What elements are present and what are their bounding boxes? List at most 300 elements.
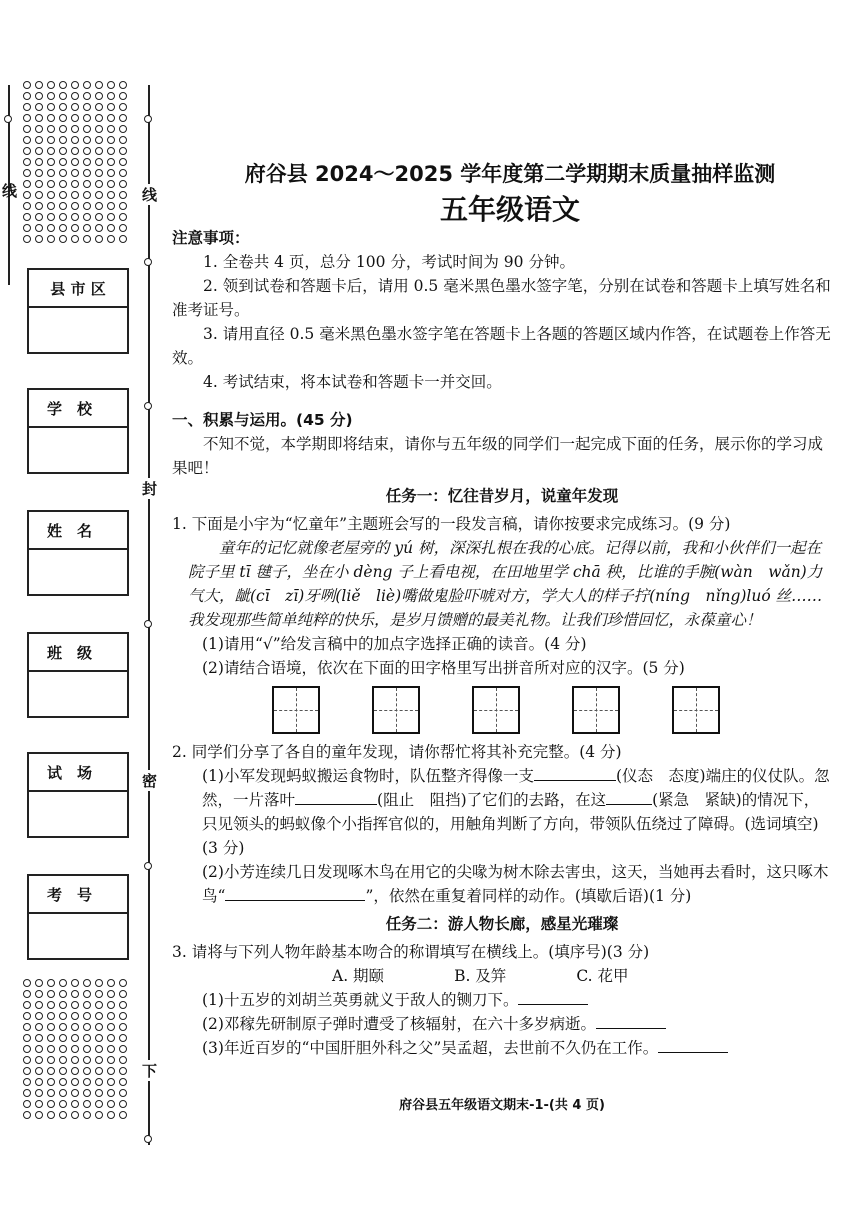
decorative-dot [47,158,55,166]
decorative-dot [23,1045,31,1053]
decorative-dot [59,1111,67,1119]
question-3-3 [172,1036,832,1060]
binding-label-left: 线 [2,182,18,200]
decorative-dot [23,213,31,221]
decorative-dot [23,147,31,155]
decorative-dot [47,1012,55,1020]
decorative-dot [71,114,79,122]
decorative-dot [59,191,67,199]
decorative-dot [71,81,79,89]
decorative-dot [71,213,79,221]
school-box [27,388,129,474]
question-2: 2. 同学们分享了各自的童年发现，请你帮忙将其补充完整。(4 分) [172,743,622,761]
option-b: B. 及笄 [454,967,507,985]
decorative-dot [119,1100,127,1108]
decorative-dot [35,1078,43,1086]
school-label: 学 校 [29,390,127,428]
decorative-dot [107,1034,115,1042]
section-heading: 一、积累与运用。(45 分) [172,411,353,429]
decorative-dot [83,1111,91,1119]
decorative-dot [59,92,67,100]
exam-title: 府谷县 2024～2025 学年度第二学期期末质量抽样监测 [244,162,776,186]
decorative-dot [47,1067,55,1075]
tianzige-grid [172,686,832,734]
decorative-dot [71,1045,79,1053]
decorative-dot [35,92,43,100]
decorative-dot [119,990,127,998]
decorative-dot [95,1034,103,1042]
decorative-dot [107,125,115,133]
decorative-dot [59,1089,67,1097]
decorative-dot [35,147,43,155]
decorative-dot [47,979,55,987]
q3-item-text: (1)十五岁的刘胡兰英勇就义于敌人的铡刀下。 [202,991,519,1009]
decorative-dot [83,180,91,188]
decorative-dot [83,979,91,987]
decorative-dot [47,92,55,100]
decorative-dot [71,1012,79,1020]
decorative-dot [95,169,103,177]
decorative-dot [59,1078,67,1086]
notice-item: 3. 请用直径 0.5 毫米黑色墨水签字笔在答题卡上各题的答题区域内作答，在试题卷上作答无效。 [172,325,831,367]
decorative-dot [59,1023,67,1031]
decorative-dot [83,1056,91,1064]
decorative-dot [95,202,103,210]
decorative-dot [119,125,127,133]
decorative-dot [119,180,127,188]
decorative-dot [95,125,103,133]
notice-item: 2. 领到试卷和答题卡后，请用 0.5 毫米黑色墨水签字笔，分别在试卷和答题卡上填写姓名和准考证号。 [172,277,831,319]
decorative-dot [71,1034,79,1042]
decorative-dot [23,1089,31,1097]
decorative-dot [119,202,127,210]
decorative-dot [107,1001,115,1009]
decorative-dot [47,169,55,177]
decorative-dot [71,125,79,133]
decorative-dot [23,169,31,177]
decorative-dot [107,169,115,177]
decorative-dot [83,1001,91,1009]
decorative-dot [119,136,127,144]
decorative-dot [107,1089,115,1097]
decorative-dot [71,990,79,998]
dot-pattern-top [22,80,130,244]
decorative-dot [23,114,31,122]
decorative-dot [71,191,79,199]
q2-2-text-b: ”，依然在重复着同样的动作。(填歇后语)(1 分) [365,887,692,905]
decorative-dot [83,1100,91,1108]
answer-blank[interactable] [518,988,588,1005]
decorative-dot [83,125,91,133]
decorative-dot [119,92,127,100]
exam-room-box [27,752,129,838]
decorative-dot [23,979,31,987]
decorative-dot [47,81,55,89]
county-label: 县 市 区 [29,270,127,308]
page-footer: 府谷县五年级语文期末-1-(共 4 页) [399,1098,605,1113]
decorative-dot [95,1001,103,1009]
decorative-dot [47,147,55,155]
tianzige-box[interactable] [672,686,720,734]
decorative-dot [59,1012,67,1020]
decorative-dot [83,1012,91,1020]
decorative-dot [59,81,67,89]
decorative-dot [23,202,31,210]
decorative-dot [71,224,79,232]
question-2-2 [172,860,832,908]
decorative-dot [119,1001,127,1009]
decorative-dot [59,1045,67,1053]
decorative-dot [35,1067,43,1075]
decorative-dot [59,1067,67,1075]
binding-label-mi: 密 [142,772,158,790]
decorative-dot [107,202,115,210]
decorative-dot [35,81,43,89]
dot-pattern-bottom [22,978,130,1120]
exam-number-box [27,874,129,960]
decorative-dot [35,224,43,232]
answer-blank[interactable] [596,1012,666,1029]
question-1-2: (2)请结合语境，依次在下面的田字格里写出拼音所对应的汉字。(5 分) [202,659,685,677]
decorative-dot [119,169,127,177]
decorative-dot [59,213,67,221]
decorative-dot [119,103,127,111]
binding-circle [144,402,152,410]
decorative-dot [95,1012,103,1020]
q2-1-text-b: (仪态 态度)端庄的仪仗队。忽然，一片落叶 [202,767,830,809]
decorative-dot [71,1111,79,1119]
decorative-dot [35,1034,43,1042]
decorative-dot [23,1078,31,1086]
decorative-dot [107,1111,115,1119]
decorative-dot [47,1056,55,1064]
decorative-dot [83,191,91,199]
exam-content [172,226,832,1060]
decorative-dot [23,103,31,111]
decorative-dot [47,1034,55,1042]
decorative-dot [71,1100,79,1108]
decorative-dot [95,1078,103,1086]
decorative-dot [83,147,91,155]
decorative-dot [35,1100,43,1108]
decorative-dot [119,114,127,122]
decorative-dot [107,1078,115,1086]
question-1-1: (1)请用“√”给发言稿中的加点字选择正确的读音。(4 分) [202,635,587,653]
decorative-dot [23,1023,31,1031]
decorative-dot [107,235,115,243]
decorative-dot [95,1067,103,1075]
decorative-dot [95,103,103,111]
decorative-dot [83,213,91,221]
decorative-dot [119,235,127,243]
decorative-dot [107,92,115,100]
decorative-dot [71,103,79,111]
decorative-dot [71,979,79,987]
answer-blank[interactable] [658,1036,728,1053]
decorative-dot [35,125,43,133]
q3-item-text: (3)年近百岁的“中国肝胆外科之父”吴孟超，去世前不久仍在工作。 [202,1039,659,1057]
decorative-dot [107,1067,115,1075]
decorative-dot [95,92,103,100]
decorative-dot [107,213,115,221]
decorative-dot [119,1111,127,1119]
decorative-dot [83,224,91,232]
decorative-dot [83,169,91,177]
question-3: 3. 请将与下列人物年龄基本吻合的称谓填写在横线上。(填序号)(3 分) [172,943,650,961]
task-two-heading: 任务二：游人物长廊，感星光璀璨 [385,915,619,933]
binding-circle [144,620,152,628]
name-box [27,510,129,596]
decorative-dot [107,81,115,89]
decorative-dot [119,1089,127,1097]
decorative-dot [59,125,67,133]
decorative-dot [119,213,127,221]
decorative-dot [95,180,103,188]
decorative-dot [59,235,67,243]
decorative-dot [71,1089,79,1097]
notice-item: 4. 考试结束，将本试卷和答题卡一并交回。 [203,373,502,391]
decorative-dot [107,103,115,111]
decorative-dot [107,147,115,155]
decorative-dot [119,81,127,89]
binding-circle [144,258,152,266]
binding-circle [144,862,152,870]
decorative-dot [95,136,103,144]
decorative-dot [119,224,127,232]
decorative-dot [23,1012,31,1020]
decorative-dot [35,1111,43,1119]
decorative-dot [95,114,103,122]
decorative-dot [83,136,91,144]
decorative-dot [83,235,91,243]
tianzige-box[interactable] [272,686,320,734]
decorative-dot [119,191,127,199]
decorative-dot [59,136,67,144]
decorative-dot [47,103,55,111]
decorative-dot [47,224,55,232]
decorative-dot [35,1023,43,1031]
binding-circle [144,115,152,123]
decorative-dot [71,202,79,210]
decorative-dot [35,1001,43,1009]
decorative-dot [95,1089,103,1097]
decorative-dot [119,979,127,987]
decorative-dot [71,1078,79,1086]
decorative-dot [107,191,115,199]
q2-1-text-a: (1)小军发现蚂蚁搬运食物时，队伍整齐得像一支 [202,767,534,785]
decorative-dot [35,202,43,210]
decorative-dot [107,979,115,987]
decorative-dot [47,1078,55,1086]
decorative-dot [35,158,43,166]
decorative-dot [71,158,79,166]
binding-circle [144,1135,152,1143]
decorative-dot [71,1056,79,1064]
decorative-dot [23,136,31,144]
decorative-dot [47,1111,55,1119]
question-3-1 [172,988,832,1012]
decorative-dot [59,1034,67,1042]
decorative-dot [47,114,55,122]
decorative-dot [47,1089,55,1097]
decorative-dot [95,235,103,243]
decorative-dot [83,990,91,998]
decorative-dot [35,180,43,188]
decorative-dot [35,1012,43,1020]
decorative-dot [83,1034,91,1042]
decorative-dot [59,1100,67,1108]
decorative-dot [71,1067,79,1075]
decorative-dot [95,1023,103,1031]
class-box [27,632,129,718]
question-3-options [172,964,832,988]
decorative-dot [71,147,79,155]
decorative-dot [23,990,31,998]
task-one-heading: 任务一：忆往昔岁月，说童年发现 [385,487,619,505]
decorative-dot [59,103,67,111]
name-label: 姓 名 [29,512,127,550]
decorative-dot [35,191,43,199]
notice-heading: 注意事项： [172,229,250,247]
decorative-dot [35,990,43,998]
decorative-dot [95,191,103,199]
decorative-dot [23,81,31,89]
question-1-passage: 童年的记忆就像老屋旁的 yú 树，深深扎根在我的心底。记得以前，我和小伙伴们一起在院子里 tī 毽子，坐在小 dèng 子上看电视，在田地里学 chā 秧，比谁的手腕(wàn wǎn)力气大，龇(cī zī)牙咧(liě liè)嘴做鬼脸吓唬对方，学大人的样子拧(níng nǐng)luó 丝……我发现那些简单纯粹的快乐，是岁月馈赠的最美礼物。让我们珍惜回忆，永葆童心！ [188,539,823,629]
decorative-dot [47,213,55,221]
decorative-dot [35,1045,43,1053]
decorative-dot [23,224,31,232]
decorative-dot [47,136,55,144]
exam-room-label: 试 场 [29,754,127,792]
decorative-dot [83,1078,91,1086]
option-c: C. 花甲 [576,967,629,985]
decorative-dot [95,147,103,155]
decorative-dot [83,158,91,166]
decorative-dot [83,92,91,100]
decorative-dot [23,1056,31,1064]
decorative-dot [71,1023,79,1031]
decorative-dot [23,158,31,166]
decorative-dot [35,235,43,243]
decorative-dot [107,158,115,166]
binding-circle [4,115,12,123]
binding-line-right [148,85,150,1145]
decorative-dot [47,235,55,243]
decorative-dot [95,1056,103,1064]
decorative-dot [71,180,79,188]
decorative-dot [83,114,91,122]
decorative-dot [59,979,67,987]
tianzige-box[interactable] [372,686,420,734]
decorative-dot [59,990,67,998]
decorative-dot [107,1045,115,1053]
decorative-dot [107,1023,115,1031]
tianzige-box[interactable] [572,686,620,734]
decorative-dot [35,114,43,122]
decorative-dot [95,224,103,232]
decorative-dot [71,136,79,144]
decorative-dot [107,224,115,232]
decorative-dot [59,1001,67,1009]
decorative-dot [95,979,103,987]
decorative-dot [23,1067,31,1075]
q2-1-text-d: (紧急 紧缺)的情况下，只见领头的蚂蚁像个小指挥官似的，用触角判断了方向，带领队伍绕过了障碍。(选词填空)(3 分) [202,791,820,857]
decorative-dot [119,1034,127,1042]
decorative-dot [119,1045,127,1053]
decorative-dot [23,1111,31,1119]
decorative-dot [59,224,67,232]
decorative-dot [107,136,115,144]
decorative-dot [47,125,55,133]
decorative-dot [59,147,67,155]
decorative-dot [83,1089,91,1097]
q3-item-text: (2)邓稼先研制原子弹时遭受了核辐射，在六十多岁病逝。 [202,1015,596,1033]
tianzige-box[interactable] [472,686,520,734]
decorative-dot [35,213,43,221]
decorative-dot [47,1100,55,1108]
answer-blank[interactable] [606,788,652,805]
decorative-dot [71,1001,79,1009]
decorative-dot [107,180,115,188]
decorative-dot [119,1056,127,1064]
class-label: 班 级 [29,634,127,672]
decorative-dot [59,114,67,122]
decorative-dot [23,92,31,100]
decorative-dot [23,191,31,199]
decorative-dot [83,1023,91,1031]
decorative-dot [47,180,55,188]
decorative-dot [59,169,67,177]
decorative-dot [59,202,67,210]
county-box [27,268,129,354]
decorative-dot [71,235,79,243]
answer-blank[interactable] [225,884,365,901]
decorative-dot [119,1012,127,1020]
decorative-dot [47,191,55,199]
decorative-dot [23,1001,31,1009]
decorative-dot [107,114,115,122]
subject-title: 五年级语文 [439,193,580,226]
binding-label-feng: 封 [142,480,158,498]
decorative-dot [83,202,91,210]
decorative-dot [23,235,31,243]
decorative-dot [71,169,79,177]
decorative-dot [59,158,67,166]
q2-1-text-c: (阻止 阻挡)了它们的去路，在这 [377,791,607,809]
decorative-dot [47,1045,55,1053]
decorative-dot [107,990,115,998]
decorative-dot [95,81,103,89]
binding-label-xian: 线 [142,186,158,204]
decorative-dot [23,1034,31,1042]
answer-blank[interactable] [534,764,616,781]
decorative-dot [119,147,127,155]
decorative-dot [59,1056,67,1064]
decorative-dot [119,1023,127,1031]
decorative-dot [95,1111,103,1119]
decorative-dot [47,202,55,210]
decorative-dot [107,1012,115,1020]
answer-blank[interactable] [295,788,377,805]
decorative-dot [59,180,67,188]
decorative-dot [95,213,103,221]
binding-label-xia: 下 [142,1062,158,1080]
decorative-dot [35,103,43,111]
decorative-dot [35,1089,43,1097]
decorative-dot [47,1023,55,1031]
question-2-1 [172,764,832,860]
decorative-dot [83,1045,91,1053]
